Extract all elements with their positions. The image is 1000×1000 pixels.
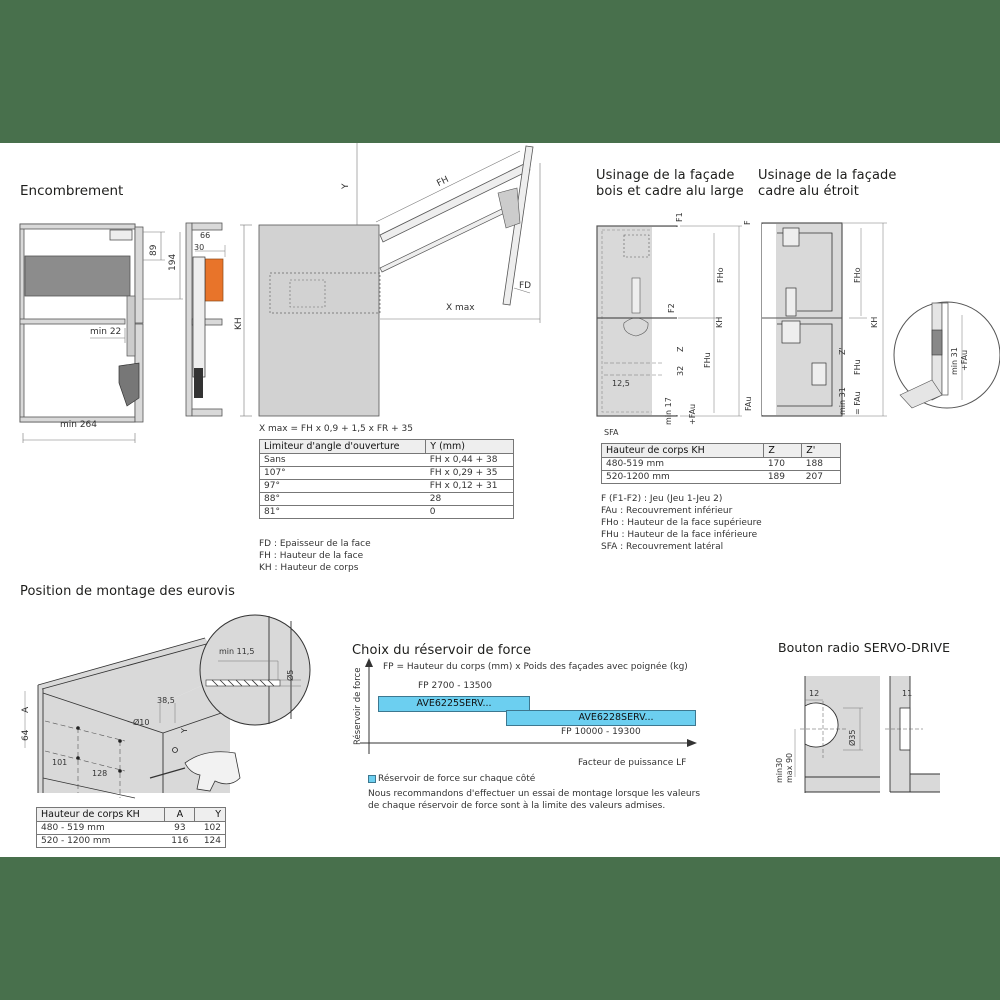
dim-xmax: X max <box>446 303 475 313</box>
cell: 480 - 519 mm <box>37 822 165 835</box>
col-header: Z' <box>802 444 841 458</box>
force-legend <box>368 774 535 784</box>
cell: 93 <box>165 822 195 835</box>
table-row <box>37 822 226 835</box>
table-row <box>602 458 841 471</box>
legend-text: Réservoir de force sur chaque côté <box>378 774 536 784</box>
table-row <box>260 454 514 467</box>
dim-d10: Ø10 <box>133 718 150 727</box>
cell: Sans <box>260 454 426 467</box>
dim-194: 194 <box>168 253 178 271</box>
col-header: Hauteur de corps KH <box>37 808 165 822</box>
cell: 116 <box>165 835 195 848</box>
dim-fho-etroit: FHo <box>853 267 862 283</box>
xmax-formula: X max = FH x 0,9 + 1,5 x FR + 35 <box>259 424 413 434</box>
opening-legend <box>259 538 371 574</box>
title-line: Usinage de la façade <box>596 168 735 183</box>
dim-a: A <box>21 706 31 713</box>
force-formula: FP = Hauteur du corps (mm) x Poids des façades avec poignée (kg) <box>383 662 688 672</box>
dim-d5: Ø5 <box>286 669 295 681</box>
dim-fhu: FHu <box>703 352 712 368</box>
table-row <box>260 480 514 493</box>
eurovis-title: Position de montage des eurovis <box>20 584 236 599</box>
legend-line: F (F1-F2) : Jeu (Jeu 1-Jeu 2) <box>601 494 723 504</box>
cell: FH x 0,29 + 35 <box>426 467 514 480</box>
table-row <box>602 471 841 484</box>
dim-12-5: 12,5 <box>612 379 630 388</box>
z-table <box>601 443 841 484</box>
cell: 28 <box>426 493 514 506</box>
dim-d35: Ø35 <box>848 729 857 746</box>
usinage-etroit-title <box>758 168 897 200</box>
bar-label: AVE6225SERV... <box>416 698 492 709</box>
dim-fho: FHo <box>716 267 725 283</box>
cell: 480-519 mm <box>602 458 764 471</box>
dim-z: Z <box>676 346 685 352</box>
dim-101: 101 <box>52 758 68 767</box>
dim-f: F <box>743 220 752 225</box>
dim-min17: min 17 <box>664 397 673 425</box>
cell: 81° <box>260 506 426 519</box>
dim-min22: min 22 <box>90 327 122 337</box>
cell: 88° <box>260 493 426 506</box>
legend-line: KH : Hauteur de corps <box>259 563 359 573</box>
dim-y: Y <box>341 183 351 189</box>
legend-swatch <box>368 775 376 783</box>
dim-min11-5: min 11,5 <box>219 647 255 656</box>
encombrement-side-diagram <box>185 223 235 423</box>
dim-128: 128 <box>92 769 108 778</box>
encombrement-title: Encombrement <box>20 183 124 199</box>
z-legend <box>601 493 762 553</box>
col-header: Hauteur de corps KH <box>602 444 764 458</box>
legend-line: FHo : Hauteur de la face supérieure <box>601 518 762 528</box>
opening-diagram <box>230 143 550 423</box>
force-x-axis-label: Facteur de puissance LF <box>578 758 687 768</box>
bar-label: AVE6228SERV... <box>578 712 654 723</box>
cell: 188 <box>802 458 841 471</box>
force-note <box>368 788 700 812</box>
table-row <box>260 493 514 506</box>
force-y-axis-label: Réservoir de force <box>353 667 363 745</box>
table-header-row <box>37 808 226 822</box>
eurovis-table <box>36 807 226 848</box>
dim-89: 89 <box>149 244 159 256</box>
title-line: bois et cadre alu large <box>596 184 744 199</box>
force-bar-ave6228 <box>506 710 696 726</box>
cell: 170 <box>764 458 802 471</box>
title-line: cadre alu étroit <box>758 184 859 199</box>
cell: 97° <box>260 480 426 493</box>
col-header: A <box>165 808 195 822</box>
dim-kh-etroit: KH <box>870 316 879 328</box>
cell: 102 <box>195 822 226 835</box>
dim-11-servo: 11 <box>902 689 913 698</box>
usinage-large-title <box>596 168 744 200</box>
bar-range-1: FP 2700 - 13500 <box>418 681 492 691</box>
cell: 0 <box>426 506 514 519</box>
col-header: Z <box>764 444 802 458</box>
legend-line: SFA : Recouvrement latéral <box>601 542 724 552</box>
dim-fd: FD <box>519 281 532 291</box>
dim-f2: F2 <box>667 303 676 313</box>
col-header: Y <box>195 808 226 822</box>
legend-line: FHu : Hauteur de la face inférieure <box>601 530 758 540</box>
dim-fhu-etroit: FHu <box>853 359 862 375</box>
col-header: Limiteur d'angle d'ouverture <box>260 440 426 454</box>
force-title: Choix du réservoir de force <box>352 643 532 658</box>
dim-z-prime: Z' <box>838 347 847 355</box>
dim-12-servo: 12 <box>809 689 820 698</box>
title-line: Usinage de la façade <box>758 168 897 183</box>
hinge-detail-circle <box>892 300 1000 410</box>
note-line: de chaque réservoir de force sont à la limite des valeurs admises. <box>368 801 666 811</box>
detail-fau: +FAu <box>960 349 969 371</box>
dim-kh: KH <box>234 317 244 330</box>
cell: 107° <box>260 467 426 480</box>
spec-sheet-page <box>0 143 1000 857</box>
table-row <box>260 467 514 480</box>
dim-30: 30 <box>194 243 205 252</box>
dim-min30: min30 <box>775 757 784 783</box>
cell: FH x 0,44 + 38 <box>426 454 514 467</box>
table-row <box>260 506 514 519</box>
dim-min31: min 31 <box>838 387 847 415</box>
dim-f1: F1 <box>675 212 684 222</box>
dim-sfa: SFA <box>604 428 619 437</box>
cell: 124 <box>195 835 226 848</box>
dim-32: 32 <box>676 365 685 376</box>
dim-38-5: 38,5 <box>157 696 175 705</box>
drill-detail-circle <box>198 613 313 728</box>
cell: FH x 0,12 + 31 <box>426 480 514 493</box>
legend-line: FD : Epaisseur de la face <box>259 539 371 549</box>
dim-plus-fau: +FAu <box>688 403 697 425</box>
col-header: Y (mm) <box>426 440 514 454</box>
dim-fh: FH <box>435 174 451 190</box>
table-row <box>37 835 226 848</box>
angle-limiter-table <box>259 439 514 519</box>
dim-min264: min 264 <box>60 420 98 430</box>
cell: 189 <box>764 471 802 484</box>
table-header-row <box>602 444 841 458</box>
cell: 207 <box>802 471 841 484</box>
cell: 520 - 1200 mm <box>37 835 165 848</box>
cell: 520-1200 mm <box>602 471 764 484</box>
servo-title: Bouton radio SERVO-DRIVE <box>778 640 951 655</box>
dim-y-eurovis: Y <box>180 728 189 733</box>
table-header-row <box>260 440 514 454</box>
dim-eq-fau: = FAu <box>853 391 862 415</box>
legend-line: FAu : Recouvrement inférieur <box>601 506 733 516</box>
detail-min31: min 31 <box>950 347 959 375</box>
note-line: Nous recommandons d'effectuer un essai de montage lorsque les valeurs <box>368 789 701 799</box>
legend-line: FH : Hauteur de la face <box>259 551 364 561</box>
dim-max90: max 90 <box>785 752 794 783</box>
dim-fau: FAu <box>744 396 753 411</box>
dim-kh-large: KH <box>715 316 724 328</box>
dim-66: 66 <box>200 231 211 240</box>
bar-range-2: FP 10000 - 19300 <box>561 727 641 737</box>
dim-64: 64 <box>21 729 31 741</box>
servo-side-diagram <box>885 673 945 798</box>
